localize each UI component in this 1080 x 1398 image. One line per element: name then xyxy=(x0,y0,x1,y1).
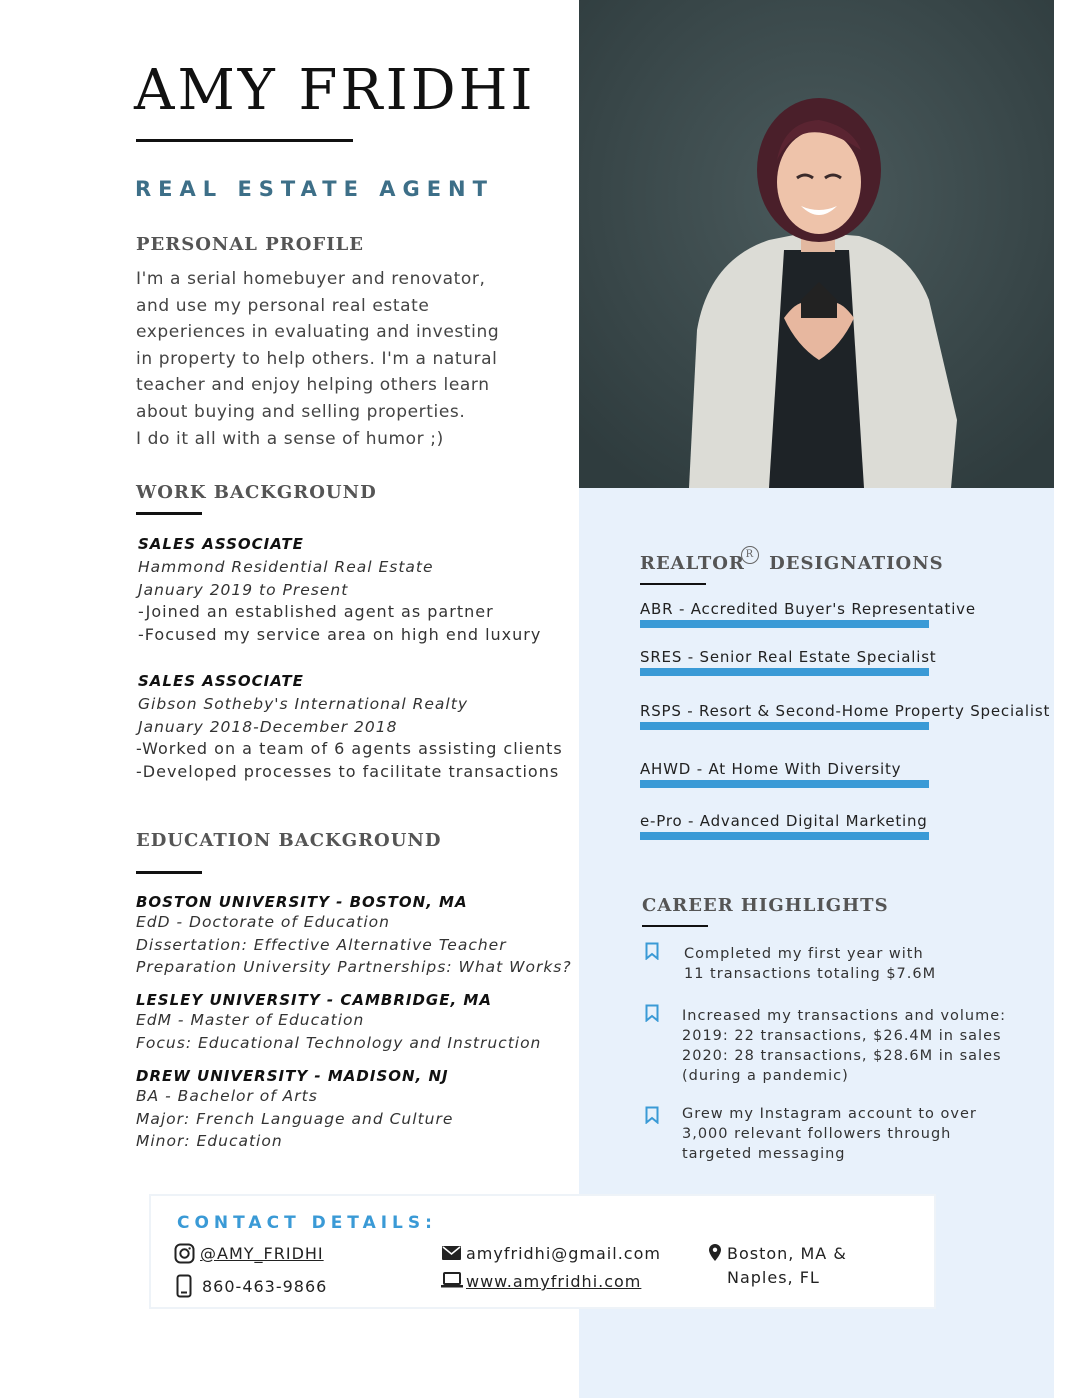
location-line: Naples, FL xyxy=(727,1268,820,1287)
profile-line: in property to help others. I'm a natural xyxy=(136,348,498,369)
highlight-line: targeted messaging xyxy=(682,1146,846,1162)
school-line: BA - Bachelor of Arts xyxy=(136,1087,318,1105)
highlight-item xyxy=(684,944,936,984)
profile-text xyxy=(136,266,556,452)
job-bullet: -Developed processes to facilitate transactions xyxy=(136,761,560,781)
designation-bar xyxy=(640,832,929,840)
highlight-line: (during a pandemic) xyxy=(682,1068,849,1084)
work-heading: WORK BACKGROUND xyxy=(136,482,377,503)
location-line: Boston, MA & xyxy=(727,1244,847,1263)
job-bullet: -Focused my service area on high end luxury xyxy=(138,624,542,644)
school-entry xyxy=(136,1067,453,1153)
job-company: Gibson Sotheby's International Realty xyxy=(138,695,468,713)
highlight-item xyxy=(682,1006,1006,1086)
job-bullet: -Joined an established agent as partner xyxy=(138,602,494,621)
school-line: Preparation University Partnerships: What Works? xyxy=(136,958,572,976)
candidate-name: AMY FRIDHI xyxy=(134,58,536,123)
job-title: SALES ASSOCIATE xyxy=(138,672,304,690)
school-line: Minor: Education xyxy=(136,1132,283,1150)
designations-heading-rest: DESIGNATIONS xyxy=(769,553,944,574)
job-title: SALES ASSOCIATE xyxy=(138,535,304,553)
school-line: Major: French Language and Culture xyxy=(136,1109,454,1128)
highlight-line: Grew my Instagram account to over xyxy=(682,1106,977,1122)
website-link[interactable]: www.amyfridhi.com xyxy=(466,1272,642,1291)
designation-bar xyxy=(640,722,929,730)
instagram-link[interactable]: @AMY_FRIDHI xyxy=(200,1244,324,1263)
job-entry xyxy=(138,535,541,646)
profile-line: I do it all with a sense of humor ;) xyxy=(136,428,444,449)
school-line: Focus: Educational Technology and Instruction xyxy=(136,1033,542,1052)
bookmark-icon xyxy=(645,1004,659,1022)
job-dates: January 2018-December 2018 xyxy=(138,717,398,736)
highlight-line: Completed my first year with xyxy=(684,946,924,962)
school-name: LESLEY UNIVERSITY - CAMBRIDGE, MA xyxy=(136,991,492,1009)
school-name: BOSTON UNIVERSITY - BOSTON, MA xyxy=(136,893,468,911)
name-underline xyxy=(136,139,353,142)
highlight-line: 2020: 28 transactions, $28.6M in sales xyxy=(682,1048,1002,1064)
highlights-heading: CAREER HIGHLIGHTS xyxy=(642,895,889,916)
highlights-underline xyxy=(642,925,708,927)
designation-label: SRES - Senior Real Estate Specialist xyxy=(640,648,937,666)
designation-bar xyxy=(640,780,929,788)
profile-heading: PERSONAL PROFILE xyxy=(136,234,364,255)
highlight-item xyxy=(682,1104,977,1164)
school-line: EdD - Doctorate of Education xyxy=(136,913,390,931)
designations-heading xyxy=(640,549,944,576)
bookmark-icon xyxy=(645,1106,659,1124)
school-entry xyxy=(136,893,572,979)
designation-bar xyxy=(640,620,929,628)
highlight-line: 11 transactions totaling $7.6M xyxy=(684,966,937,982)
profile-line: and use my personal real estate xyxy=(136,295,430,316)
email-icon xyxy=(442,1246,461,1260)
school-line: EdM - Master of Education xyxy=(136,1011,365,1029)
profile-photo xyxy=(579,0,1054,488)
work-underline xyxy=(136,512,202,515)
instagram-icon xyxy=(174,1243,195,1264)
school-entry xyxy=(136,991,541,1054)
profile-line: about buying and selling properties. xyxy=(136,401,466,422)
registered-mark: R xyxy=(741,546,759,564)
highlight-line: Increased my transactions and volume: xyxy=(682,1008,1007,1024)
designation-bar xyxy=(640,668,929,676)
portrait-illustration xyxy=(579,0,1054,488)
designation-label: ABR - Accredited Buyer's Representative xyxy=(640,600,976,618)
job-entry xyxy=(138,672,563,783)
designation-label: AHWD - At Home With Diversity xyxy=(640,760,902,778)
highlight-line: 3,000 relevant followers through xyxy=(682,1126,952,1142)
bookmark-icon xyxy=(645,942,659,960)
email-address[interactable]: amyfridhi@gmail.com xyxy=(466,1244,661,1263)
profile-line: teacher and enjoy helping others learn xyxy=(136,375,490,396)
education-heading: EDUCATION BACKGROUND xyxy=(136,830,442,851)
job-company: Hammond Residential Real Estate xyxy=(138,558,434,576)
school-name: DREW UNIVERSITY - MADISON, NJ xyxy=(136,1067,449,1085)
job-dates: January 2019 to Present xyxy=(138,580,349,599)
designation-label: RSPS - Resort & Second-Home Property Specialist xyxy=(640,702,1051,720)
education-underline xyxy=(136,871,202,874)
job-role: REAL ESTATE AGENT xyxy=(135,177,494,201)
highlight-line: 2019: 22 transactions, $26.4M in sales xyxy=(682,1028,1002,1044)
designations-heading-realtor: REALTOR xyxy=(640,553,745,574)
profile-line: I'm a serial homebuyer and renovator, xyxy=(136,269,486,289)
phone-icon xyxy=(176,1274,192,1298)
job-bullet: -Worked on a team of 6 agents assisting clients xyxy=(136,739,563,758)
designation-label: e-Pro - Advanced Digital Marketing xyxy=(640,812,928,830)
phone-number[interactable]: 860-463-9866 xyxy=(202,1277,328,1296)
designations-underline xyxy=(640,583,706,585)
profile-line: experiences in evaluating and investing xyxy=(136,322,500,343)
location-pin-icon xyxy=(709,1244,721,1261)
laptop-icon xyxy=(441,1272,463,1288)
contact-heading: CONTACT DETAILS: xyxy=(177,1213,437,1233)
school-line: Dissertation: Effective Alternative Teacher xyxy=(136,935,507,954)
